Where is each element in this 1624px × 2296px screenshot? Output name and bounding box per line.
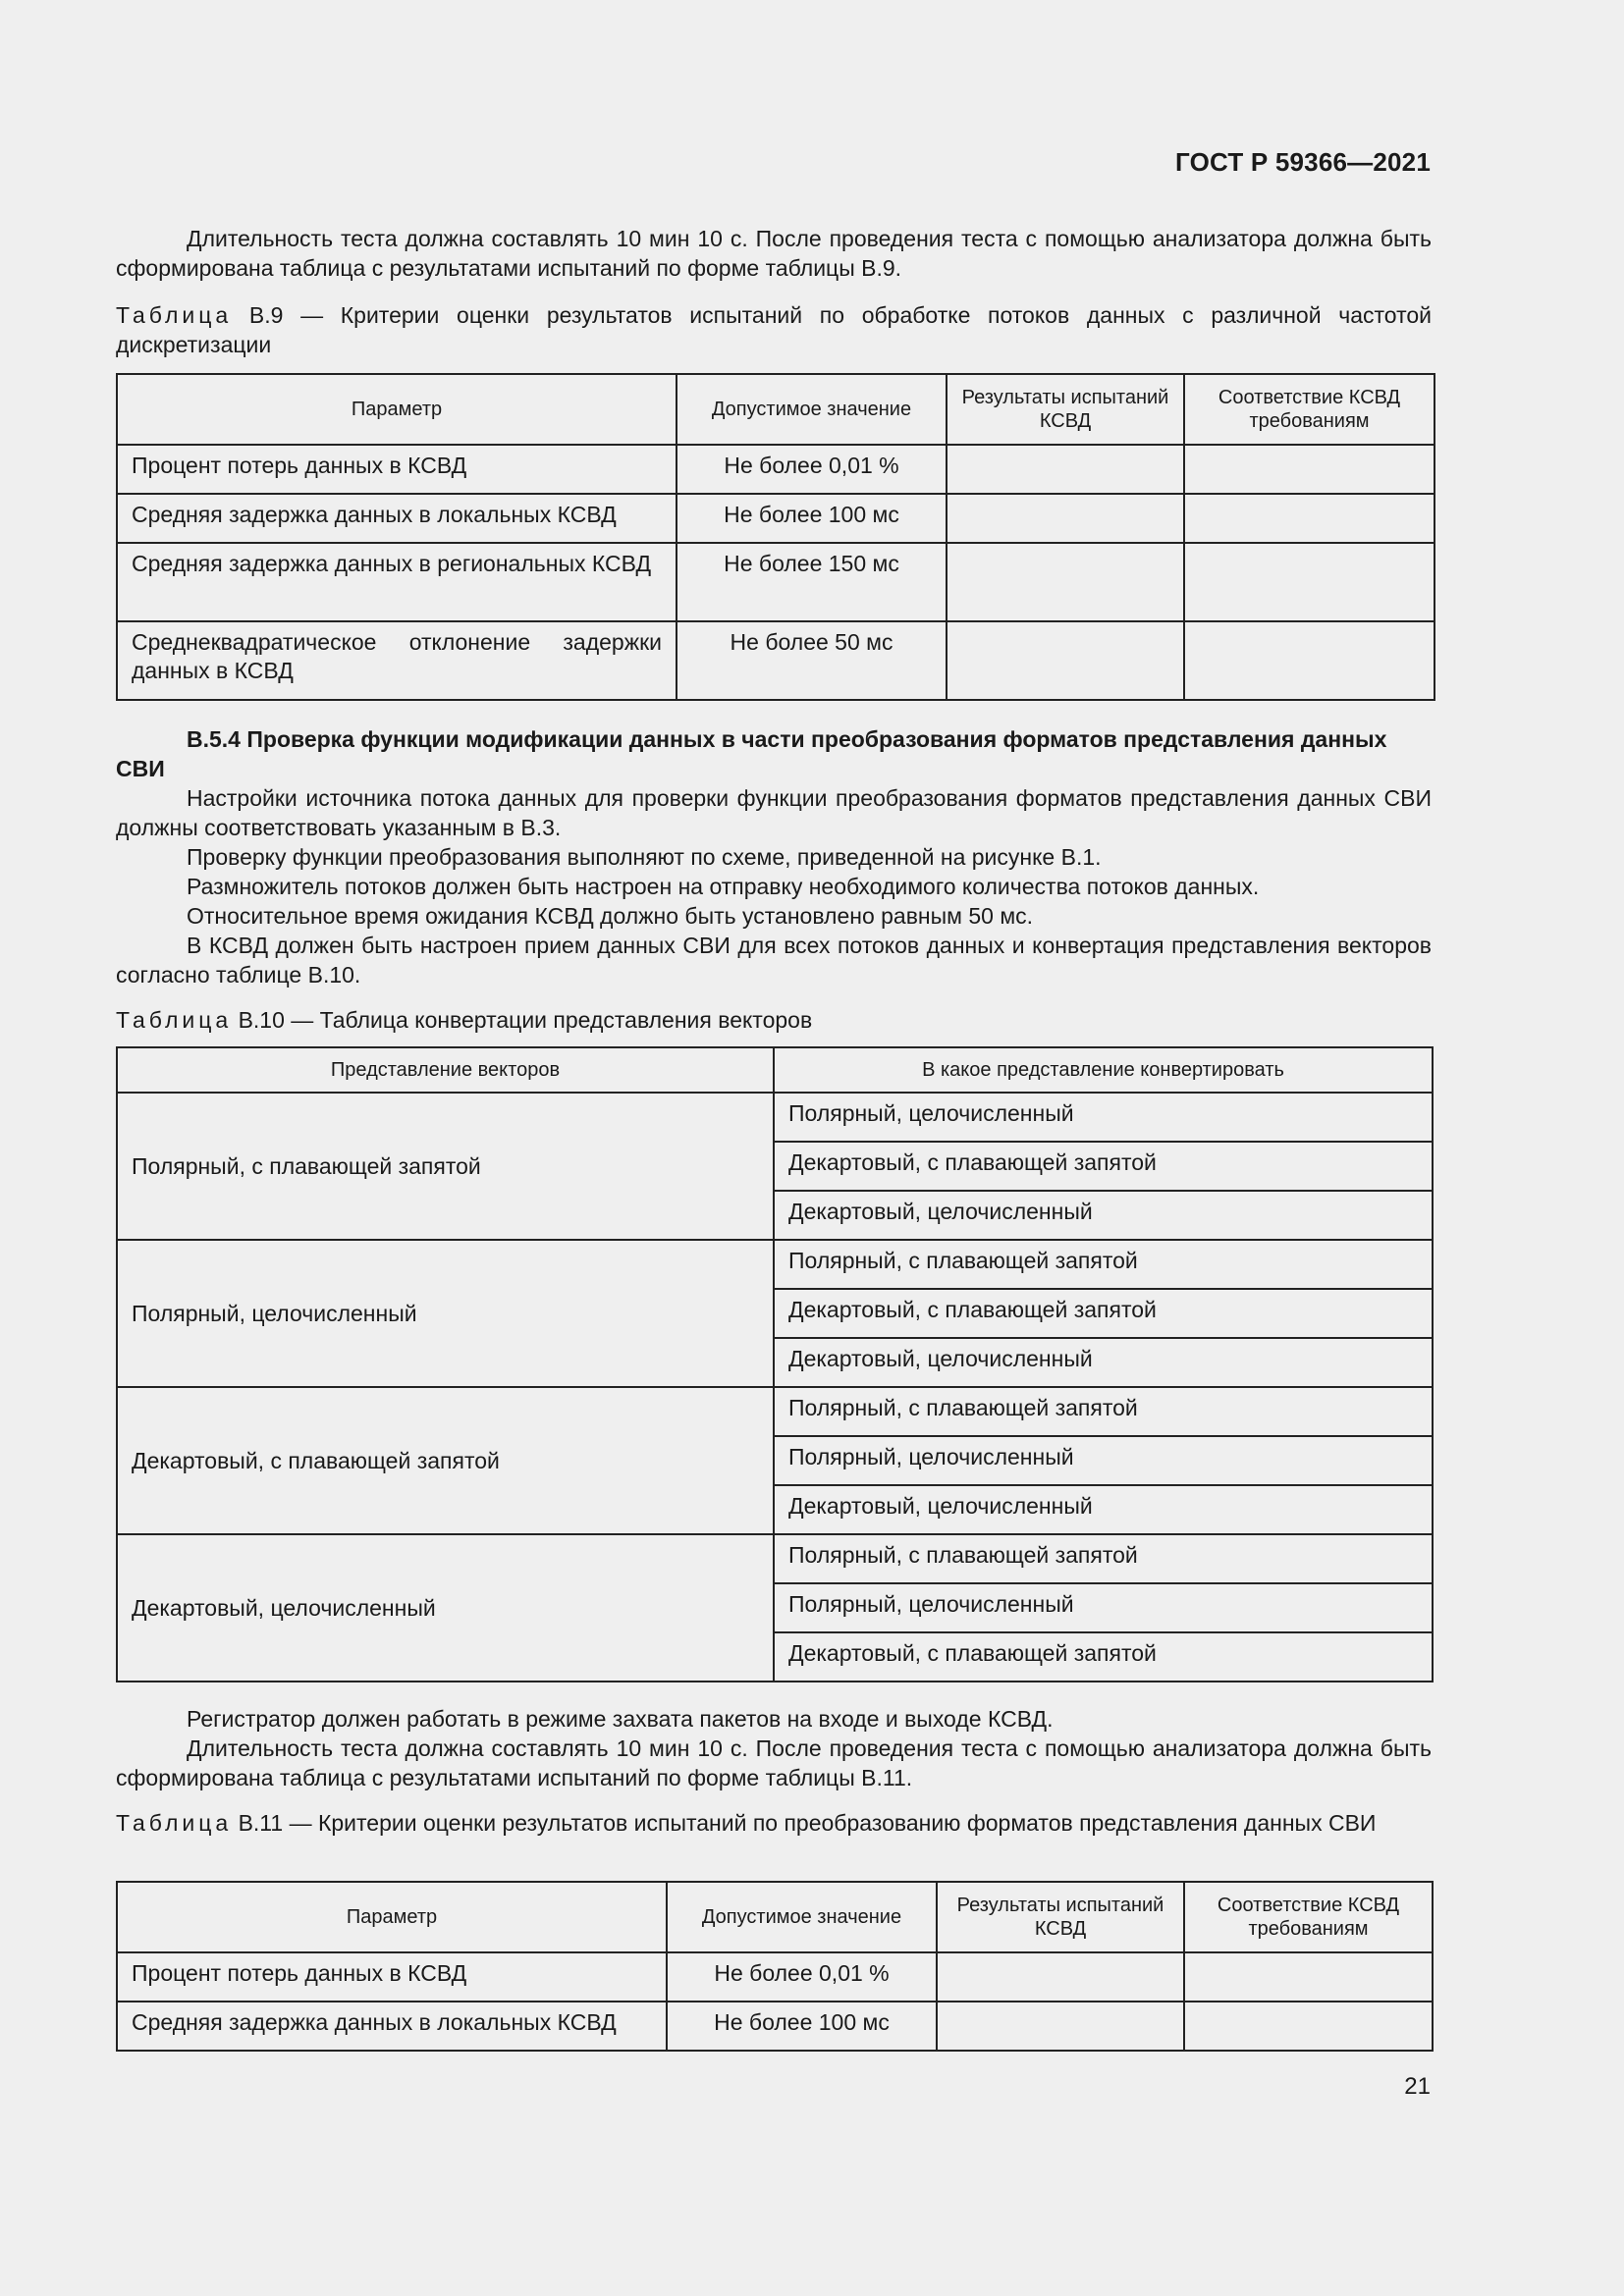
table-11 (116, 1881, 1434, 2052)
table-label: Таблица (116, 1007, 233, 1033)
table-cell-allowed: Не более 150 мс (677, 543, 947, 621)
table-cell-target-representation: Декартовый, целочисленный (774, 1338, 1433, 1387)
table-label: Таблица (116, 1810, 233, 1836)
document-standard-number: ГОСТ Р 59366—2021 (1175, 147, 1431, 177)
table-11-header-compliance: Соответствие КСВД требованиям (1184, 1882, 1433, 1952)
table-9-header-results: Результаты испытаний КСВД (947, 374, 1184, 445)
table-9-caption-text: В.9 — Критерии оценки результатов испытаний по обработке потоков данных с различной частотой дискретизации (116, 302, 1432, 357)
table-10-caption-text: В.10 — Таблица конвертации представления векторов (238, 1007, 813, 1033)
table-cell-compliance-empty[interactable] (1184, 543, 1435, 621)
paragraph-test-duration-2: Длительность теста должна составлять 10 мин 10 с. После проведения теста с помощью анализатора должна быть сформирована таблица с результатами испытаний по форме таблицы В.11. (116, 1735, 1432, 1790)
table-cell-compliance-empty[interactable] (1184, 621, 1435, 700)
table-cell-source-representation: Декартовый, целочисленный (117, 1534, 774, 1682)
table-cell-compliance-empty[interactable] (1184, 2002, 1433, 2051)
table-cell-parameter: Средняя задержка данных в региональных КСВД (117, 543, 677, 621)
table-row (117, 445, 1435, 494)
table-cell-results-empty[interactable] (947, 543, 1184, 621)
table-cell-parameter: Средняя задержка данных в локальных КСВД (117, 494, 677, 543)
section-paragraph-2: Проверку функции преобразования выполняют по схеме, приведенной на рисунке В.1. (187, 844, 1102, 870)
section-paragraph-5: В КСВД должен быть настроен прием данных СВИ для всех потоков данных и конвертация представления векторов согласно таблице В.10. (116, 933, 1432, 988)
table-cell-parameter: Процент потерь данных в КСВД (117, 1952, 667, 2002)
table-cell-source-representation: Полярный, целочисленный (117, 1240, 774, 1387)
table-10-header-target: В какое представление конвертировать (774, 1047, 1433, 1093)
table-11-caption-text: В.11 — Критерии оценки результатов испытаний по преобразованию форматов представления данных СВИ (238, 1810, 1377, 1836)
table-row (117, 1240, 1433, 1289)
table-row (117, 1093, 1433, 1142)
table-9 (116, 373, 1435, 701)
table-10-header-source: Представление векторов (117, 1047, 774, 1093)
section-heading: В.5.4 Проверка функции модификации данных в части преобразования форматов представления данных СВИ (116, 726, 1387, 781)
paragraph-recorder: Регистратор должен работать в режиме захвата пакетов на входе и выходе КСВД. (187, 1706, 1054, 1732)
table-row (117, 494, 1435, 543)
table-cell-allowed: Не более 50 мс (677, 621, 947, 700)
table-row (117, 1952, 1433, 2002)
table-cell-source-representation: Полярный, с плавающей запятой (117, 1093, 774, 1240)
table-cell-target-representation: Декартовый, целочисленный (774, 1485, 1433, 1534)
paragraph-test-duration: Длительность теста должна составлять 10 мин 10 с. После проведения теста с помощью анализатора должна быть сформирована таблица с результатами испытаний по форме таблицы В.9. (116, 226, 1432, 281)
table-cell-target-representation: Полярный, с плавающей запятой (774, 1240, 1433, 1289)
table-cell-target-representation: Полярный, целочисленный (774, 1436, 1433, 1485)
table-cell-target-representation: Декартовый, с плавающей запятой (774, 1632, 1433, 1682)
table-cell-compliance-empty[interactable] (1184, 445, 1435, 494)
table-cell-parameter: Процент потерь данных в КСВД (117, 445, 677, 494)
table-10-caption (116, 1005, 1432, 1035)
table-cell-target-representation: Полярный, с плавающей запятой (774, 1387, 1433, 1436)
table-cell-target-representation: Полярный, целочисленный (774, 1093, 1433, 1142)
table-11-header-results: Результаты испытаний КСВД (937, 1882, 1184, 1952)
table-cell-parameter: Среднеквадратическое отклонение задержки данных в КСВД (117, 621, 677, 700)
table-cell-target-representation: Декартовый, с плавающей запятой (774, 1142, 1433, 1191)
section-paragraph-1: Настройки источника потока данных для проверки функции преобразования форматов представления данных СВИ должны соответствовать указанным в В.3. (116, 785, 1432, 840)
table-row (117, 1534, 1433, 1583)
table-cell-allowed: Не более 100 мс (677, 494, 947, 543)
table-11-header-parameter: Параметр (117, 1882, 667, 1952)
table-9-header-parameter: Параметр (117, 374, 677, 445)
table-11-caption (116, 1808, 1432, 1838)
table-cell-target-representation: Декартовый, с плавающей запятой (774, 1289, 1433, 1338)
table-cell-source-representation: Декартовый, с плавающей запятой (117, 1387, 774, 1534)
table-cell-results-empty[interactable] (947, 621, 1184, 700)
table-11-header-allowed: Допустимое значение (667, 1882, 937, 1952)
table-cell-compliance-empty[interactable] (1184, 1952, 1433, 2002)
table-cell-target-representation: Полярный, целочисленный (774, 1583, 1433, 1632)
table-9-header-compliance: Соответствие КСВД требованиям (1184, 374, 1435, 445)
table-row (117, 1387, 1433, 1436)
table-cell-results-empty[interactable] (937, 2002, 1184, 2051)
table-cell-results-empty[interactable] (947, 445, 1184, 494)
table-cell-results-empty[interactable] (947, 494, 1184, 543)
section-paragraph-4: Относительное время ожидания КСВД должно быть установлено равным 50 мс. (187, 903, 1034, 929)
table-label: Таблица (116, 302, 233, 328)
table-cell-parameter: Средняя задержка данных в локальных КСВД (117, 2002, 667, 2051)
table-cell-allowed: Не более 100 мс (667, 2002, 937, 2051)
section-paragraph-3: Размножитель потоков должен быть настроен на отправку необходимого количества потоков данных. (187, 874, 1260, 899)
table-cell-target-representation: Декартовый, целочисленный (774, 1191, 1433, 1240)
table-9-caption (116, 300, 1432, 359)
table-cell-compliance-empty[interactable] (1184, 494, 1435, 543)
table-row (117, 621, 1435, 700)
table-cell-allowed: Не более 0,01 % (677, 445, 947, 494)
page-number: 21 (1404, 2073, 1431, 2100)
table-cell-results-empty[interactable] (937, 1952, 1184, 2002)
table-row (117, 543, 1435, 621)
table-10 (116, 1046, 1434, 1682)
table-row (117, 2002, 1433, 2051)
table-cell-target-representation: Полярный, с плавающей запятой (774, 1534, 1433, 1583)
table-9-header-allowed: Допустимое значение (677, 374, 947, 445)
table-cell-allowed: Не более 0,01 % (667, 1952, 937, 2002)
